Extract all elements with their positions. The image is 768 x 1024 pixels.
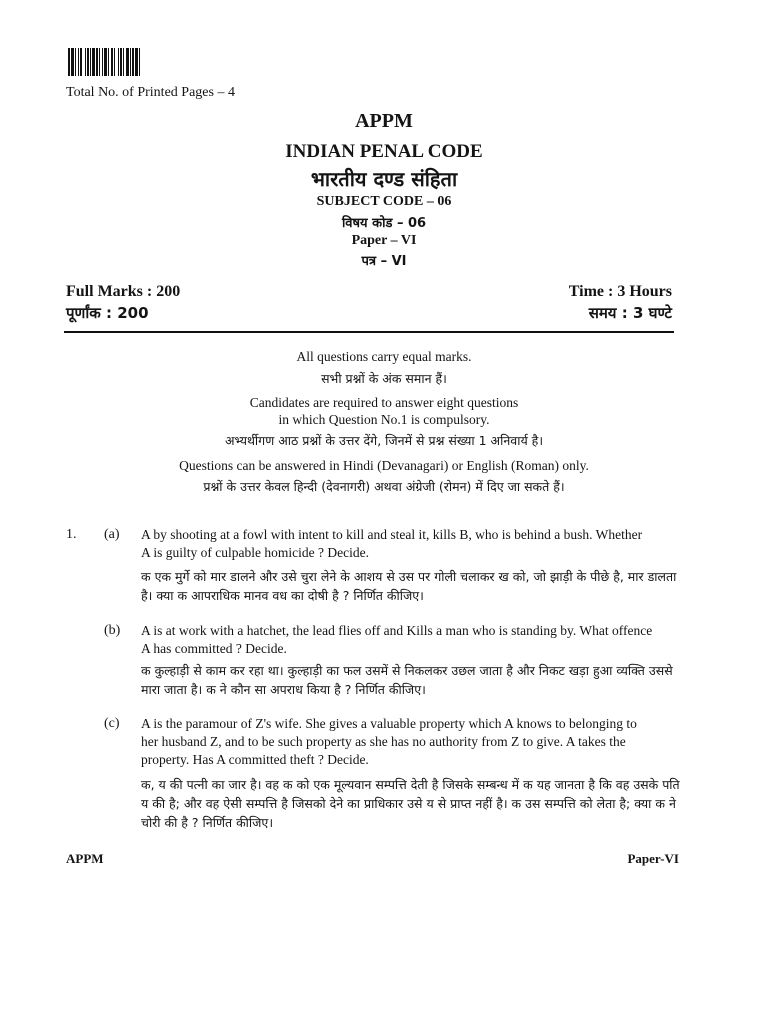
- paper-number-english: Paper – VI: [351, 233, 417, 248]
- subquestion-b-hindi: क कुल्हाड़ी से काम कर रहा था। कुल्हाड़ी का फल उसमें से निकलकर उछल जाता है और निकट खड़ा हुआ व्यक्ति उससे मारा जाता है। क ने कौन सा अपराध किया है ? निर्णित कीजिए।: [141, 663, 673, 697]
- question-number: 1.: [66, 527, 77, 542]
- instruction-answer-eight-english-line1: Candidates are required to answer eight questions: [249, 395, 519, 410]
- subject-code-english: SUBJECT CODE – 06: [316, 194, 452, 209]
- instruction-equal-marks-hindi: सभी प्रश्नों के अंक समान हैं।: [321, 371, 447, 386]
- subject-code-hindi: विषय कोड – 06: [341, 216, 427, 231]
- subquestion-b-english: A is at work with a hatchet, the lead flies off and Kills a man who is standing by. What offence A has committed ? Decide.: [141, 623, 653, 656]
- paper-title-hindi: भारतीय दण्ड संहिता: [310, 167, 458, 191]
- barcode: [68, 48, 199, 76]
- instruction-answer-eight-hindi: अभ्यर्थीगण आठ प्रश्नों के उत्तर देंगे, जिनमें से प्रश्न संख्या 1 अनिवार्य है।: [224, 433, 544, 448]
- header-divider: [64, 331, 674, 333]
- instruction-equal-marks-english: All questions carry equal marks.: [296, 349, 472, 364]
- total-printed-pages: Total No. of Printed Pages – 4: [66, 85, 235, 100]
- instruction-answer-eight-english-line2: in which Question No.1 is compulsory.: [278, 412, 490, 427]
- full-marks-hindi: पूर्णांक : 200: [66, 304, 149, 322]
- subquestion-a-hindi: क एक मुर्गे को मार डालने और उसे चुरा लेने के आशय से उस पर गोली चलाकर ख को, जो झाड़ी के पीछे है, मार डालता है। क्या क आपराधिक मानव वध का दोषी है ? निर्णित कीजिए।: [141, 569, 677, 603]
- paper-number-hindi: पत्र – VI: [361, 254, 407, 269]
- subquestion-a-label: (a): [104, 527, 120, 542]
- subquestion-c-english: A is the paramour of Z's wife. She gives a valuable property which A knows to belonging to her husband Z, and to be such property as she has no authority from Z to give. A takes the property. Has A committed theft ? Decide.: [141, 716, 637, 767]
- paper-title-english: INDIAN PENAL CODE: [285, 141, 483, 162]
- subquestion-c-hindi: क, य की पत्नी का जार है। वह क को एक मूल्यवान सम्पत्ति देती है जिसके सम्बन्ध में क यह जानता है कि वह उसके पति य की है; और वह ऐसी सम्पत्ति है जिसको देने का प्राधिकार उसे य से प्राप्त नहीं है। क उस सम्पत्ति को लेता है; क्या क ने चोरी की है ? निर्णित कीजिए।: [141, 777, 680, 830]
- subquestion-b-label: (b): [104, 623, 121, 638]
- subquestion-a-english: A by shooting at a fowl with intent to kill and steal it, kills B, who is behind a bush. Whether A is guilty of culpable homicide ? Decide.: [141, 527, 643, 560]
- full-marks-english: Full Marks : 200: [66, 283, 181, 300]
- subquestion-c-label: (c): [104, 716, 120, 731]
- time-hindi: समय : 3 घण्टे: [588, 304, 672, 322]
- time-english: Time : 3 Hours: [568, 283, 672, 300]
- instruction-language-hindi: प्रश्नों के उत्तर केवल हिन्दी (देवनागरी) अथवा अंग्रेजी (रोमन) में दिए जा सकते हैं।: [203, 479, 565, 494]
- instruction-language-english: Questions can be answered in Hindi (Devanagari) or English (Roman) only.: [179, 458, 589, 473]
- footer-exam-code: APPM: [66, 851, 104, 866]
- exam-code: APPM: [355, 110, 413, 132]
- footer-paper-number: Paper-VI: [627, 851, 679, 866]
